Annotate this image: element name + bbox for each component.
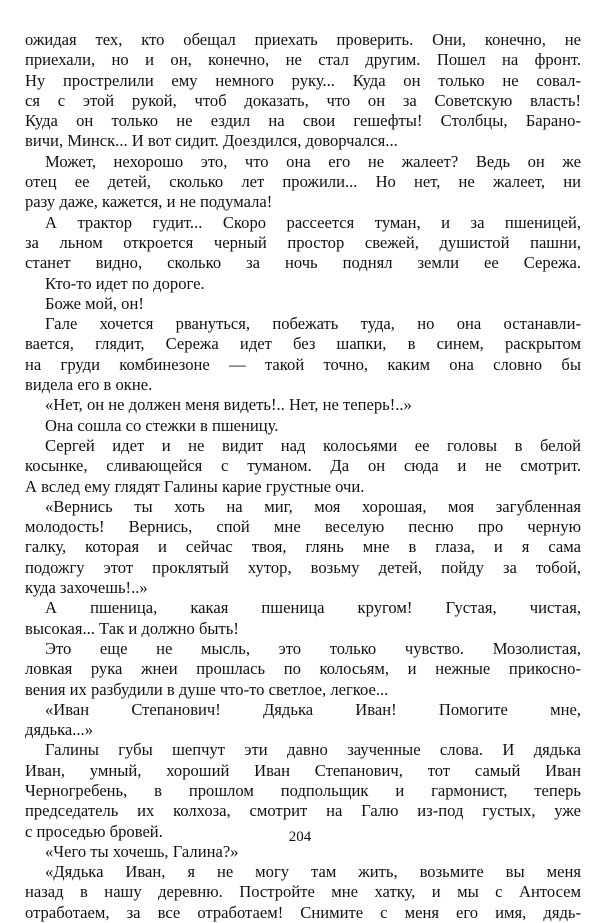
text-line: видела его в окне. (25, 375, 153, 395)
text-line: на груди комбинезоне — такой точно, каким она словно бы (25, 354, 581, 374)
text-line: Куда он только не ездил на свои гешефты! Столбцы, Барано- (25, 111, 581, 131)
text-line: Она сошла со стежки в пшеницу. (45, 415, 279, 435)
text-line: «Нет, он не должен меня видеть!.. Нет, не теперь!..» (45, 395, 412, 415)
text-line: А пшеница, какая пшеница кругом! Густая, чистая, (45, 598, 581, 618)
text-line: вичи, Минск... И вот сидит. Доездился, доворчался... (25, 131, 398, 151)
text-line: Кто-то идет по дороге. (45, 273, 205, 293)
text-line: Гале хочется рвануться, побежать туда, но она останавли- (45, 314, 581, 334)
text-line: Сергей идет и не видит над колосьями ее головы в белой (45, 435, 581, 455)
text-line: Это еще не мысль, это только чувство. Мозолистая, (45, 638, 581, 658)
text-line: за льном откроется черный простор свежей, душистой пашни, (25, 232, 581, 252)
text-line: «Чего ты хочешь, Галина?» (45, 841, 239, 861)
text-line: Боже мой, он! (45, 293, 144, 313)
text-line: косынке, сливающейся с туманом. Да он сюда и не смотрит. (25, 456, 581, 476)
text-line: высокая... Так и должно быть! (25, 618, 239, 638)
text-line: вения их разбудили в душе что-то светлое, легкое... (25, 679, 389, 699)
text-line: куда захочешь!..» (25, 578, 148, 598)
text-line: А вслед ему глядят Галины карие грустные очи. (25, 476, 365, 496)
text-line: Галины губы шепчут эти давно заученные слова. И дядька (45, 740, 581, 760)
text-line: галку, которая и сейчас твоя, глянь мне в глаза, и я сама (25, 537, 581, 557)
text-line: «Иван Степанович! Дядька Иван! Помогите мне, (45, 699, 581, 719)
text-line: разу даже, кажется, и не подумала! (25, 192, 273, 212)
text-line: приехали, но и он, конечно, не стал другим. Пошел на фронт. (25, 50, 581, 70)
text-line: подожгу этот проклятый хутор, возьму детей, пойду за тобой, (25, 557, 581, 577)
text-line: ожидая тех, кто обещал приехать проверить. Они, конечно, не (25, 30, 581, 49)
text-line: ловкая рука жнеи прошлась по колосьям, и нежные прикосно- (25, 659, 581, 679)
text-line: Черногребень, в прошлом подпольщик и гармонист, теперь (25, 780, 581, 800)
text-line: дядька...» (25, 720, 94, 740)
text-line: «Вернись ты хоть на миг, моя хорошая, моя загубленная (45, 496, 581, 516)
text-line: назад в нашу деревню. Постройте мне хатку, и мы с Антосем (25, 882, 581, 902)
text-line: Может, нехорошо это, что она его не жалеет? Ведь он же (45, 151, 581, 171)
text-line: председатель их колхоза, смотрит на Галю из-под густых, уже (25, 801, 581, 821)
text-line: молодость! Вернись, спой мне веселую песню про черную (25, 517, 581, 537)
text-line: Ну прострелили ему немного руку... Куда он только не совал- (25, 70, 581, 90)
text-page (25, 30, 581, 923)
text-line: отработаем, за все отработаем! Снимите с меня его имя, дядь- (25, 902, 581, 922)
text-line: с проседью бровей. (25, 821, 163, 841)
text-line: станет видно, сколько за ночь поднял земли ее Сережа. (25, 253, 581, 273)
text-line: отец ее детей, сколько лет прожили... Но нет, не жалеет, ни (25, 172, 581, 192)
text-line: ся с этой рукой, чтоб доказать, что он за Советскую власть! (25, 90, 581, 110)
page-number: 204 (288, 829, 312, 845)
text-line: вается, глядит, Сережа идет без шапки, в синем, раскрытом (25, 334, 581, 354)
text-line: А трактор гудит... Скоро рассеется туман, и за пшеницей, (45, 212, 581, 232)
text-line: «Дядька Иван, я не могу там жить, возьмите вы меня (45, 862, 581, 882)
text-line: Иван, умный, хороший Иван Степанович, тот самый Иван (25, 760, 581, 780)
